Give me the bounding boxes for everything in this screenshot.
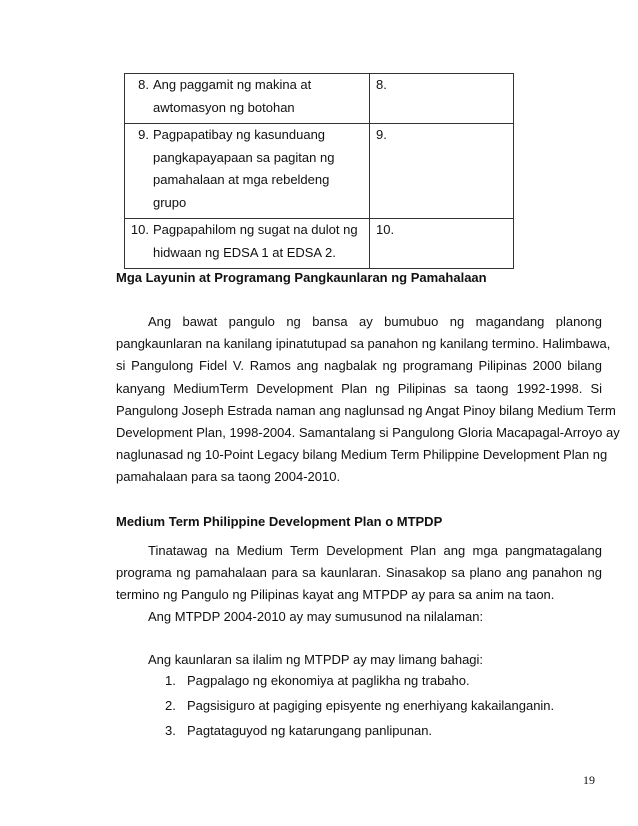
item-number: 9. [138,127,149,142]
table-cell-answer: 10. [370,219,514,269]
paragraph-line: Pangulong Joseph Estrada naman ang naglunsad ng Angat Pinoy bilang Medium Term [116,402,616,418]
item-text-line: Pagpapatibay ng kasunduang [153,127,326,142]
mtpdp-parts-list [148,668,554,743]
item-number: 8. [138,77,149,92]
items-table [124,73,514,269]
item-text [153,124,365,214]
paragraph-line: Tinatawag na Medium Term Development Plan ang mga pangmatagalang [148,543,602,558]
list-text: Pagtataguyod ng katarungang panlipunan. [187,723,433,738]
paragraph-line: programa ng pamahalaan para sa kaunlaran. Sinasakop sa plano ang panahon ng [116,565,602,581]
section-heading-mtpdp: Medium Term Philippine Development Plan o MTPDP [116,514,443,529]
table-cell-item [125,74,370,124]
table-cell-answer: 9. [370,124,514,219]
contents-intro-line: Ang MTPDP 2004-2010 ay may sumusunod na nilalaman: [148,609,484,624]
list-item [148,693,554,718]
table-row [125,219,514,269]
table-row [125,74,514,124]
table-cell-item [125,219,370,269]
list-number: 2. [165,698,176,713]
list-text: Pagsisiguro at pagiging episyente ng enerhiyang kakailanganin. [187,698,555,713]
item-text-line: pangkapayapaan sa pagitan ng [153,149,335,165]
paragraph-line: pangkaunlaran na kanilang ipinatutupad sa panahon ng kanilang termino. Halimbawa, [116,336,611,352]
table-cell-item [125,124,370,219]
paragraph-line: Ang bawat pangulo ng bansa ay bumubuo ng magandang planong [148,314,602,329]
paragraph-line: pamahalaan para sa taong 2004-2010. [116,469,341,485]
paragraph-mtpdp [116,540,602,607]
list-number: 1. [165,673,176,688]
table-row [125,124,514,219]
list-number: 3. [165,723,176,738]
item-text [153,219,365,264]
paragraph-line: termino ng Pangulo ng Pilipinas kayat ang MTPDP ay para sa anim na taon. [116,587,555,603]
paragraph-programs [116,311,620,489]
paragraph-line: kanyang MediumTerm Development Plan ng Pilipinas sa taong 1992-1998. Si [116,380,602,396]
table-cell-answer: 8. [370,74,514,124]
paragraph-line: Development Plan, 1998-2004. Samantalang si Pangulong Gloria Macapagal-Arroyo ay [116,425,620,441]
item-number: 10. [130,222,149,237]
list-text: Pagpalago ng ekonomiya at paglikha ng trabaho. [187,673,470,688]
item-text [153,74,365,119]
item-text-line: Ang paggamit ng makina at [153,77,312,92]
list-item [148,718,554,743]
item-text-line: pamahalaan at mga rebeldeng grupo [153,172,330,210]
page-number: 19 [583,773,595,787]
parts-intro-line: Ang kaunlaran sa ilalim ng MTPDP ay may limang bahagi: [148,652,484,667]
section-heading-layunin: Mga Layunin at Programang Pangkaunlaran ng Pamahalaan [116,270,487,285]
item-text-line: awtomasyon ng botohan [153,99,295,115]
item-text-line: Pagpapahilom ng sugat na dulot ng [153,222,358,237]
list-item [148,668,554,693]
item-text-line: hidwaan ng EDSA 1 at EDSA 2. [153,244,336,260]
paragraph-line: naglunasad ng 10-Point Legacy bilang Medium Term Philippine Development Plan ng [116,447,608,463]
paragraph-line: si Pangulong Fidel V. Ramos ang nagbalak ng programang Pilipinas 2000 bilang [116,358,602,374]
